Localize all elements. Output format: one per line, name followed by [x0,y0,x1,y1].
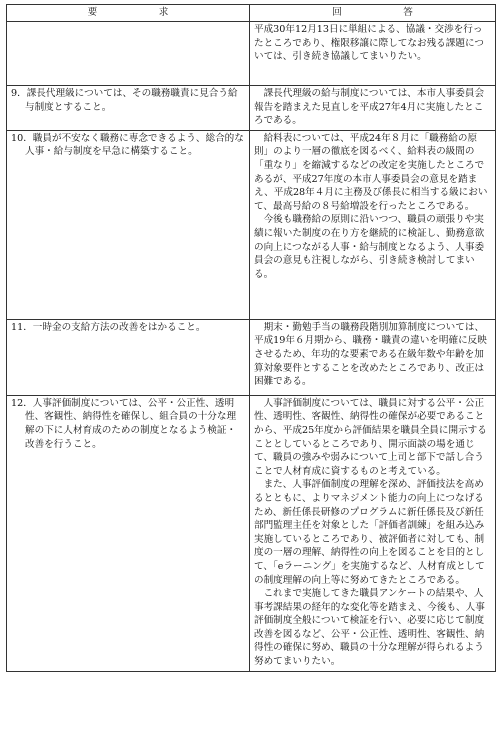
answer-paragraph: また、人事評価制度の理解を深め、評価技法を高めるとともに、よりマネジメント能力の向上につなげるため、新任係長研修のプログラムに新任係長及び新任部門監理主任を対象とした「評価者訓練」を組み込み実施しているところであり、被評価者に対しても、制度の一層の理解、納得性の向上を図ることを目的として、「eラーニング」を実施するなど、人材育成としての制度理解の向上等に努めてきたところである。 [254,479,485,586]
request-cell: 11．一時金の支給方法の改善をはかること。 [7,319,250,395]
answer-paragraph: 課長代理級の給与制度については、本市人事委員会報告を踏まえた見直しを平成27年4月に実施したところである。 [254,88,485,127]
request-answer-table [6,4,496,672]
answer-paragraph: これまで実施してきた職員アンケートの結果や、人事考課結果の経年的な変化等を踏まえ、今後も、人事評価制度全般について検証を行い、必要に応じて制度改善を図るなど、公平・公正性、透明性、客観性、納得性の確保に努め、職員の十分な理解が得られるよう努めてまいりたい。 [254,588,485,668]
answer-cell [250,22,496,86]
answer-paragraph: 人事評価制度については、職員に対する公平・公正性、透明性、客観性、納得性の確保が必要であることから、平成25年度から評価結果を職員全員に開示することとしているところであり、開示面談の場を通じて、職員の強みや弱みについて上司と部下で話し合うことで人材育成に資するものと考えている。 [254,397,487,477]
table-row [7,395,496,671]
table-row [7,130,496,319]
table-row [7,22,496,86]
answer-paragraph: 今後も職務給の原則に沿いつつ、職員の頑張りや実績に報いた制度の在り方を継続的に検証し、勤務意欲の向上につながる人事・給与制度となるよう、人事委員会の意見も注視しながら、引き続き検討してまいる。 [254,214,485,280]
request-column-header: 要 求 [7,5,250,22]
request-cell: 9．課長代理級については、その職務職責に見合う給与制度とすること。 [7,86,250,131]
answer-cell [250,319,496,395]
answer-column-header: 回 答 [250,5,496,22]
request-cell: 12．人事評価制度については、公平・公正性、透明性、客観性、納得性を確保し、組合員の十分な理解の下に人材育成のための制度となるよう検証・改善を行うこと。 [7,395,250,671]
table-row [7,319,496,395]
answer-cell [250,86,496,131]
answer-paragraph: 平成30年12月13日に単組による、協議・交渉を行ったところであり、権限移譲に際してなお残る課題については、引き続き協議してまいりたい。 [254,24,484,63]
answer-cell [250,130,496,319]
request-cell: 10．職員が不安なく職務に専念できるよう、総合的な人事・給与制度を早急に構築すること。 [7,130,250,319]
table-header-row [7,5,496,22]
request-cell [7,22,250,86]
answer-paragraph: 期末・勤勉手当の職務段階別加算制度については、平成19年６月期から、職務・職責の違いを明確に反映させるため、年功的な要素である在級年数や年齢を加算対象要件とすることを改めたところであり、改正は困難である。 [254,321,487,388]
answer-cell [250,395,496,671]
answer-paragraph: 給料表については、平成24年８月に「職務給の原則」のより一層の徹底を図るべく、給料表の級間の「重なり」を縮減するなどの改定を実施したところであるが、平成27年度の本市人事委員会の意見を踏まえ、平成28年４月に主務及び係長に相当する級において、最高号給の８号給増設を行ったところである。 [254,132,488,212]
table-row [7,86,496,131]
